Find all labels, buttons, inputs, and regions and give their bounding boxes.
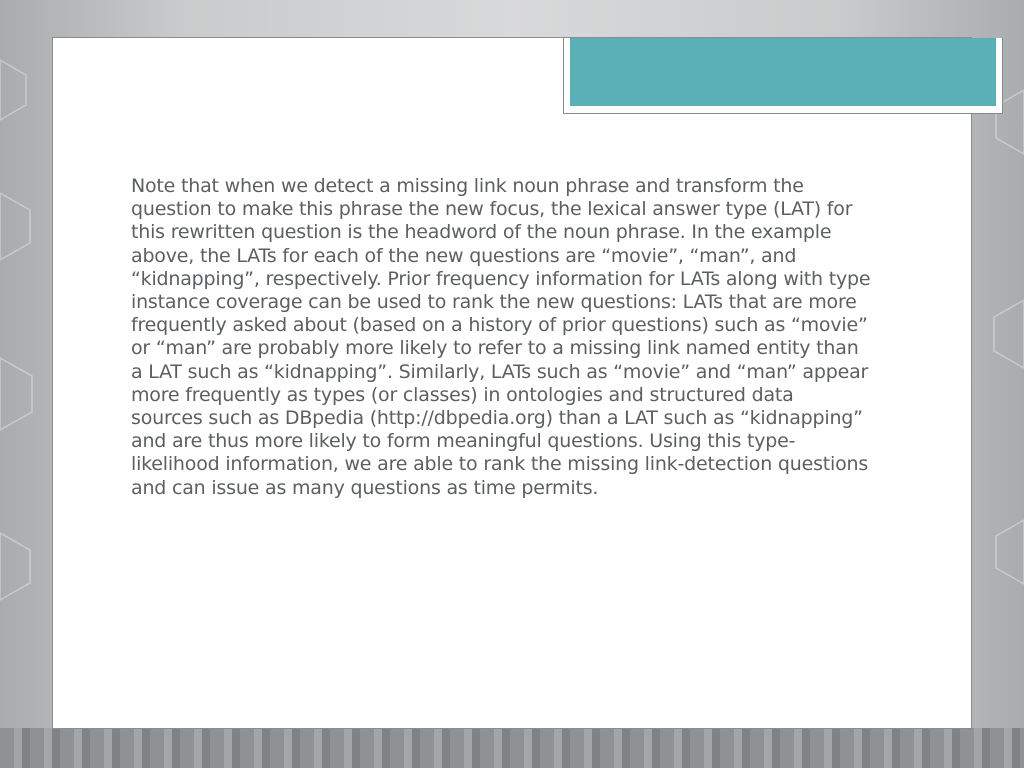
slide-content-card bbox=[52, 37, 972, 729]
title-accent-frame bbox=[563, 38, 1003, 114]
bottom-decorative-band bbox=[0, 728, 1024, 768]
title-accent-bar bbox=[570, 38, 996, 106]
slide-body-text: Note that when we detect a missing link noun phrase and transform the question to make this phrase the new focus, the lexical answer type (LAT) for this rewritten question is the headword of the noun phrase. In the example above, the LATs for each of the new questions are “movie”, “man”, and “kidnapping”, respectively. Prior frequency information for LATs along with type instance coverage can be used to rank the new questions: LATs that are more frequently asked about (based on a history of prior questions) such as “movie” or “man” are probably more likely to refer to a missing link named entity than a LAT such as “kidnapping”. Similarly, LATs such as “movie” and “man” appear more frequently as types (or classes) in ontologies and structured data sources such as DBpedia (http://dbpedia.org) than a LAT such as “kidnapping” and are thus more likely to form meaningful questions. Using this type-likelihood information, we are able to rank the missing link-detection questions and can issue as many questions as time permits. bbox=[131, 175, 871, 499]
